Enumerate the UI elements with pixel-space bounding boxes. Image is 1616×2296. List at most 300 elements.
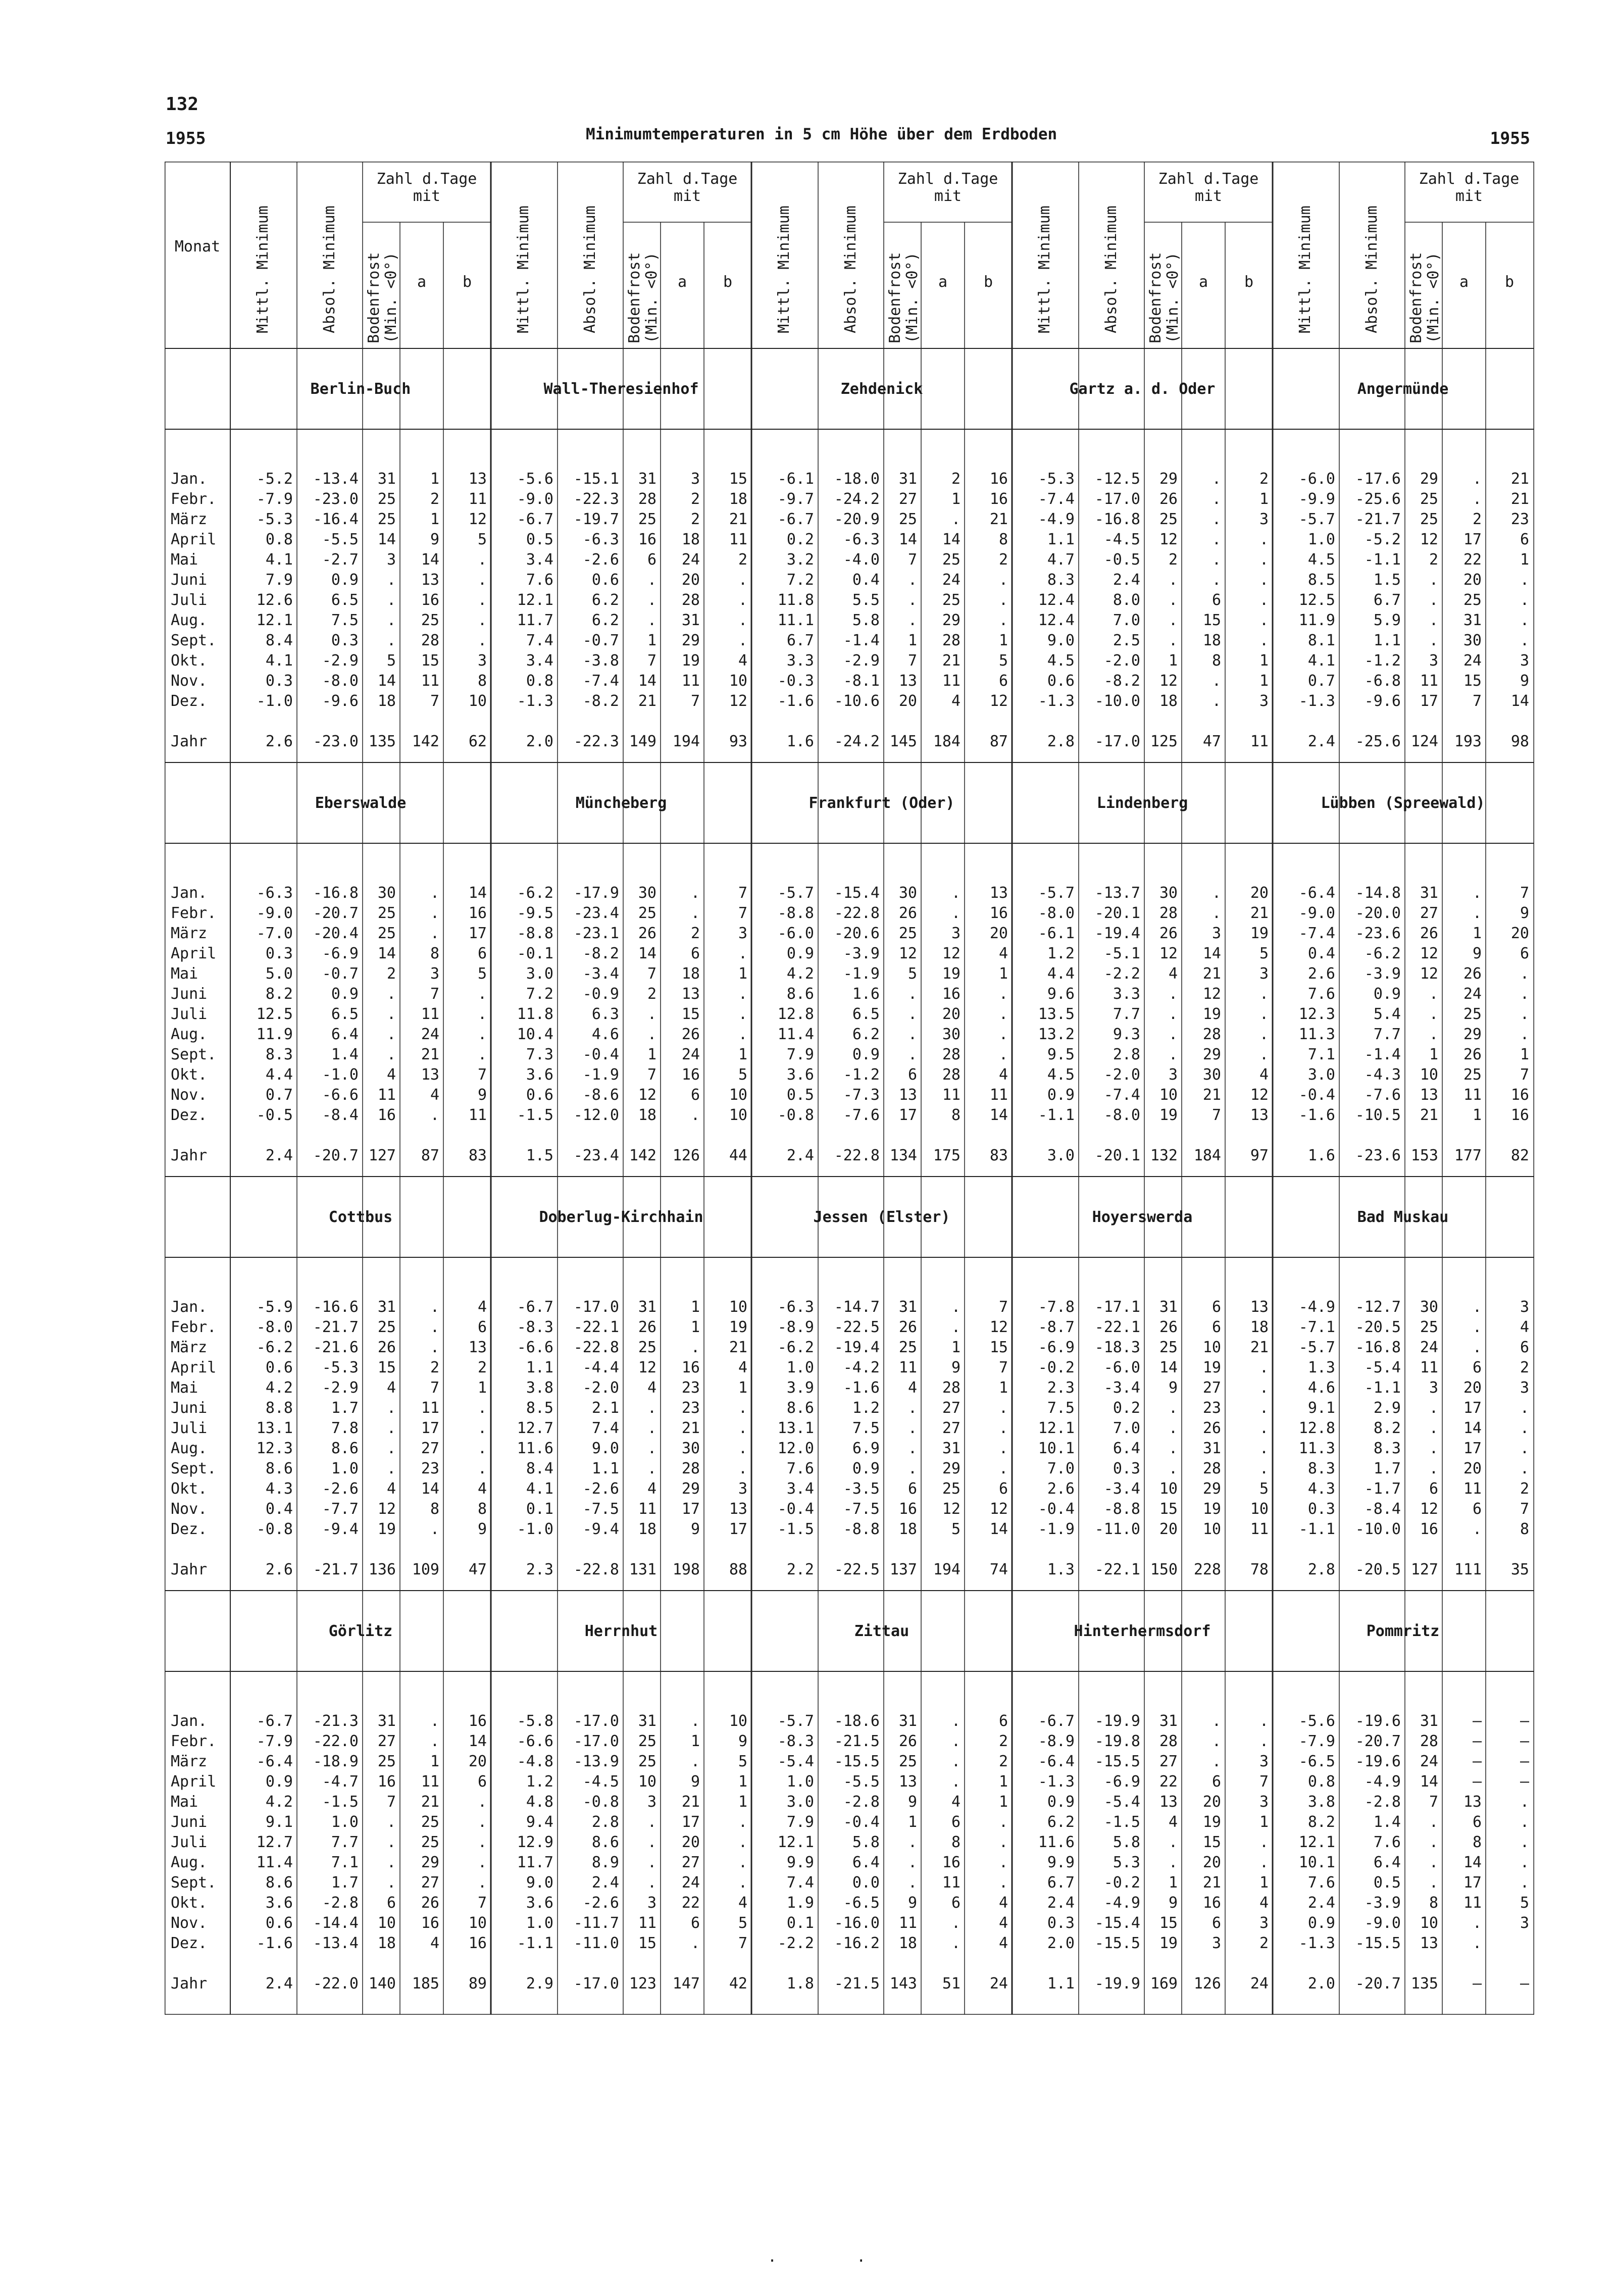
table-cell: 11.6 — [517, 1440, 553, 1457]
table-cell: 10.1 — [1298, 1854, 1335, 1871]
station-name: Wall-Theresienhof — [543, 380, 699, 398]
table-cell: . — [998, 1005, 1008, 1023]
table-cell: 1 — [1168, 652, 1178, 670]
table-cell: . — [738, 1854, 747, 1871]
table-cell: 6.3 — [591, 1005, 619, 1023]
table-cell: . — [690, 904, 700, 922]
table-cell: -0.2 — [1038, 1359, 1075, 1376]
table-cell: 4.1 — [265, 551, 293, 569]
table-cell: 1 — [951, 1339, 961, 1356]
table-cell: 12.1 — [256, 611, 293, 629]
month-label: Okt. — [171, 1894, 208, 1912]
table-cell: 6.7 — [786, 632, 814, 649]
table-cell: -6.4 — [1038, 1753, 1075, 1770]
table-cell: -7.4 — [582, 672, 619, 690]
table-cell: . — [647, 1026, 656, 1043]
table-cell: . — [1211, 551, 1221, 569]
table-cell: 23 — [421, 1460, 439, 1477]
table-cell: 4.5 — [1047, 652, 1075, 670]
table-cell: -5.1 — [1103, 945, 1140, 962]
header-bodenfrost-sublabel: (Min. <0°) — [382, 252, 400, 343]
header-zahl-der-tage — [1144, 171, 1273, 205]
table-cell: 10 — [377, 1914, 396, 1932]
table-cell: 0.6 — [591, 571, 619, 589]
table-cell: -19.4 — [1094, 925, 1140, 942]
table-cell: 2.0 — [526, 733, 553, 750]
table-cell: 4.3 — [1307, 1480, 1335, 1498]
table-cell: -2.6 — [582, 1894, 619, 1912]
table-cell: 13.1 — [777, 1419, 814, 1437]
table-cell: 3 — [1211, 925, 1221, 942]
table-cell: -8.3 — [517, 1318, 553, 1336]
table-cell: -3.9 — [1364, 965, 1401, 983]
table-cell: 21 — [421, 1046, 439, 1063]
table-cell: 4 — [477, 1480, 487, 1498]
table-cell: 140 — [368, 1975, 396, 1993]
table-cell: 2.6 — [1307, 965, 1335, 983]
table-cell: 0.9 — [1373, 985, 1401, 1003]
table-cell: 10 — [1202, 1520, 1221, 1538]
table-cell: -5.7 — [1038, 884, 1075, 902]
station-name: Hinterhermsdorf — [1074, 1622, 1211, 1640]
table-cell: -3.4 — [582, 965, 619, 983]
table-cell: 8.1 — [1307, 632, 1335, 649]
table-cell: -2.7 — [322, 551, 359, 569]
table-cell: 5 — [738, 1914, 747, 1932]
table-cell: 8.6 — [331, 1440, 359, 1457]
table-cell: . — [1259, 591, 1269, 609]
table-cell: 2.8 — [591, 1813, 619, 1831]
table-cell: 5 — [998, 652, 1008, 670]
table-cell: 1 — [1168, 1874, 1178, 1892]
table-cell: 25 — [1463, 591, 1482, 609]
table-cell: 8.6 — [786, 985, 814, 1003]
table-cell: 1.1 — [526, 1359, 553, 1376]
table-cell: -23.4 — [573, 1147, 619, 1164]
table-cell: 5 — [1259, 945, 1269, 962]
table-cell: . — [1429, 611, 1438, 629]
table-cell: -7.3 — [843, 1086, 880, 1104]
table-cell: 31 — [1159, 1712, 1178, 1730]
table-cell: 11 — [942, 1874, 961, 1892]
table-cell: 20 — [1202, 1793, 1221, 1811]
table-cell: 13 — [989, 884, 1008, 902]
table-cell: 4.8 — [526, 1793, 553, 1811]
table-cell: 1.5 — [526, 1147, 553, 1164]
table-cell: 20 — [1202, 1854, 1221, 1871]
table-cell: . — [477, 632, 487, 649]
table-cell: -15.4 — [834, 884, 880, 902]
table-cell: 9 — [1520, 904, 1529, 922]
table-cell: 17 — [681, 1500, 700, 1518]
table-cell: 11 — [377, 1086, 396, 1104]
table-cell: 9.9 — [1047, 1854, 1075, 1871]
table-cell: 145 — [889, 733, 917, 750]
table-cell: . — [1472, 1339, 1482, 1356]
table-cell: . — [1520, 1833, 1529, 1851]
table-cell: -5.6 — [517, 470, 553, 488]
table-cell: 27 — [377, 1732, 396, 1750]
table-cell: 3 — [477, 652, 487, 670]
table-cell: 25 — [1420, 1318, 1438, 1336]
table-cell: -16.0 — [834, 1914, 880, 1932]
table-cell: -20.7 — [1355, 1975, 1401, 1993]
table-cell: . — [1520, 1793, 1529, 1811]
table-cell: -2.6 — [322, 1480, 359, 1498]
table-cell: -6.0 — [1103, 1359, 1140, 1376]
table-cell: -20.7 — [1355, 1732, 1401, 1750]
table-cell: . — [998, 1419, 1008, 1437]
table-cell: 9 — [907, 1793, 917, 1811]
table-cell: 6 — [998, 1480, 1008, 1498]
table-cell: 14 — [377, 672, 396, 690]
table-cell: -2.8 — [1364, 1793, 1401, 1811]
table-cell: 4.5 — [1307, 551, 1335, 569]
table-cell: . — [738, 611, 747, 629]
table-cell: . — [477, 1833, 487, 1851]
table-cell: 24 — [681, 1046, 700, 1063]
header-bodenfrost-label: Bodenfrost — [1147, 252, 1165, 343]
table-cell: . — [1168, 1026, 1178, 1043]
table-cell: 12 — [1420, 945, 1438, 962]
table-cell: -6.9 — [1038, 1339, 1075, 1356]
table-cell: 142 — [629, 1147, 656, 1164]
header-bodenfrost-sublabel: (Min. <0°) — [1164, 252, 1182, 343]
table-cell: -9.6 — [1364, 692, 1401, 710]
table-cell: . — [738, 1005, 747, 1023]
table-cell: 26 — [638, 925, 656, 942]
table-cell: -24.2 — [834, 733, 880, 750]
table-cell: . — [907, 1046, 917, 1063]
table-cell: 9.0 — [591, 1440, 619, 1457]
table-cell: -6.9 — [1103, 1773, 1140, 1791]
table-cell: -15.5 — [834, 1753, 880, 1770]
table-cell: . — [690, 1339, 700, 1356]
table-cell: 21 — [1510, 470, 1529, 488]
table-cell: 5.0 — [265, 965, 293, 983]
table-cell: . — [1259, 1833, 1269, 1851]
table-cell: 0.3 — [265, 672, 293, 690]
table-cell: 24 — [942, 571, 961, 589]
table-cell: 5 — [951, 1520, 961, 1538]
table-cell: -7.6 — [843, 1106, 880, 1124]
table-cell: 30 — [898, 884, 917, 902]
table-cell: 8.6 — [265, 1874, 293, 1892]
table-cell: 7 — [738, 904, 747, 922]
table-cell: 0.9 — [265, 1773, 293, 1791]
table-cell: 10.4 — [517, 1026, 553, 1043]
table-cell: . — [1211, 672, 1221, 690]
table-cell: -6.5 — [1298, 1753, 1335, 1770]
table-cell: 7.1 — [1307, 1046, 1335, 1063]
table-cell: 9 — [738, 1732, 747, 1750]
station-name: Görlitz — [328, 1622, 393, 1640]
table-cell: 8.4 — [265, 632, 293, 649]
table-cell: . — [1259, 1419, 1269, 1437]
table-cell: 9.0 — [1047, 632, 1075, 649]
table-cell: 11 — [942, 672, 961, 690]
table-cell: -4.7 — [322, 1773, 359, 1791]
table-cell: 29 — [1159, 470, 1178, 488]
table-cell: . — [1520, 1460, 1529, 1477]
table-cell: 149 — [629, 733, 656, 750]
month-label: Dez. — [171, 692, 208, 710]
table-cell: . — [386, 985, 396, 1003]
table-cell: -5.9 — [256, 1298, 293, 1316]
table-cell: 143 — [889, 1975, 917, 1993]
table-cell: -12.0 — [573, 1106, 619, 1124]
table-cell: 2.2 — [786, 1561, 814, 1578]
table-cell: -5.7 — [777, 1712, 814, 1730]
table-cell: -1.0 — [256, 692, 293, 710]
table-cell: 14 — [468, 1732, 487, 1750]
table-cell: -22.5 — [834, 1561, 880, 1578]
table-cell: 7.5 — [331, 611, 359, 629]
table-cell: . — [907, 1419, 917, 1437]
table-cell: -1.4 — [1364, 1046, 1401, 1063]
table-cell: . — [1168, 571, 1178, 589]
table-cell: . — [951, 1732, 961, 1750]
table-cell: 25 — [421, 611, 439, 629]
table-cell: 83 — [468, 1147, 487, 1164]
table-cell: 14 — [638, 672, 656, 690]
table-cell: . — [1211, 692, 1221, 710]
table-cell: 185 — [412, 1975, 439, 1993]
table-cell: 7.9 — [265, 571, 293, 589]
table-cell: 4.6 — [1307, 1379, 1335, 1397]
table-cell: 12.1 — [1298, 1833, 1335, 1851]
table-cell: 1.7 — [331, 1874, 359, 1892]
table-cell: . — [386, 1833, 396, 1851]
table-cell: . — [690, 1934, 700, 1952]
table-cell: 19 — [942, 965, 961, 983]
table-cell: – — [1472, 1732, 1482, 1750]
table-cell: 16 — [468, 1934, 487, 1952]
table-cell: 20 — [942, 1005, 961, 1023]
table-cell: 126 — [672, 1147, 700, 1164]
table-cell: -5.7 — [1298, 1339, 1335, 1356]
table-cell: . — [1520, 571, 1529, 589]
table-cell: 6 — [1520, 531, 1529, 548]
table-cell: 0.3 — [265, 945, 293, 962]
table-cell: 14 — [989, 1106, 1008, 1124]
table-cell: 11.4 — [777, 1026, 814, 1043]
table-cell: -1.0 — [517, 1520, 553, 1538]
table-cell: -8.0 — [322, 672, 359, 690]
table-cell: 23 — [681, 1379, 700, 1397]
table-cell: . — [1168, 1005, 1178, 1023]
table-cell: -6.6 — [517, 1732, 553, 1750]
table-cell: 26 — [1202, 1419, 1221, 1437]
table-cell: 3.4 — [526, 551, 553, 569]
table-cell: 11 — [1420, 672, 1438, 690]
table-cell: -18.9 — [313, 1753, 359, 1770]
table-cell: 1 — [1520, 1046, 1529, 1063]
table-cell: 3.0 — [1047, 1147, 1075, 1164]
station-name: Berlin-Buch — [310, 380, 411, 398]
month-label: Mai — [171, 1379, 198, 1397]
station-name: Pommritz — [1366, 1622, 1440, 1640]
table-cell: 0.5 — [1373, 1874, 1401, 1892]
table-cell: 25 — [898, 925, 917, 942]
table-cell: 28 — [942, 1066, 961, 1084]
table-cell: 5.8 — [1113, 1833, 1140, 1851]
table-cell: 15 — [377, 1359, 396, 1376]
table-cell: -1.3 — [517, 692, 553, 710]
table-cell: 15 — [1202, 611, 1221, 629]
table-cell: -6.1 — [1038, 925, 1075, 942]
table-cell: 5.9 — [1373, 611, 1401, 629]
table-cell: -1.6 — [256, 1934, 293, 1952]
table-cell: 6 — [386, 1894, 396, 1912]
table-cell: 2.3 — [1047, 1379, 1075, 1397]
table-cell: 6 — [647, 551, 656, 569]
table-cell: 19 — [377, 1520, 396, 1538]
table-cell: 2 — [998, 551, 1008, 569]
table-cell: 11.3 — [1298, 1440, 1335, 1457]
table-cell: 12 — [377, 1500, 396, 1518]
table-cell: 19 — [1202, 1813, 1221, 1831]
table-cell: -11.7 — [573, 1914, 619, 1932]
table-cell: 12.4 — [1038, 591, 1075, 609]
table-cell: 1 — [430, 511, 439, 528]
table-cell: -19.9 — [1094, 1975, 1140, 1993]
table-cell: 4 — [998, 1066, 1008, 1084]
jahr-label: Jahr — [171, 1975, 208, 1993]
table-cell: 1.1 — [591, 1460, 619, 1477]
table-cell: -17.0 — [1094, 733, 1140, 750]
table-cell: 15 — [729, 470, 747, 488]
month-label: Juni — [171, 571, 208, 589]
table-cell: 1 — [738, 1773, 747, 1791]
table-cell: 3 — [1520, 1298, 1529, 1316]
table-cell: 29 — [681, 1480, 700, 1498]
table-cell: 0.4 — [852, 571, 880, 589]
header-col-b: b — [1504, 273, 1514, 291]
table-cell: 18 — [681, 965, 700, 983]
table-cell: 2.6 — [265, 733, 293, 750]
table-cell: 23 — [1202, 1399, 1221, 1417]
table-cell: -6.7 — [517, 511, 553, 528]
table-cell: 4 — [738, 1359, 747, 1376]
table-cell: 31 — [638, 470, 656, 488]
table-cell: 6 — [1472, 1500, 1482, 1518]
table-cell: -7.6 — [1364, 1086, 1401, 1104]
table-cell: 31 — [1463, 611, 1482, 629]
table-cell: 1 — [1472, 925, 1482, 942]
table-cell: . — [951, 1298, 961, 1316]
table-cell: 10 — [729, 1106, 747, 1124]
table-cell: 2 — [1520, 1480, 1529, 1498]
table-cell: 7.7 — [331, 1833, 359, 1851]
table-cell: . — [1429, 1005, 1438, 1023]
table-cell: 7 — [1429, 1793, 1438, 1811]
table-cell: . — [951, 1318, 961, 1336]
table-cell: -1.9 — [582, 1066, 619, 1084]
table-cell: 11 — [898, 1359, 917, 1376]
table-cell: . — [951, 1914, 961, 1932]
table-cell: -19.6 — [1355, 1712, 1401, 1730]
table-cell: -21.5 — [834, 1975, 880, 1993]
month-label: Febr. — [171, 1318, 217, 1336]
table-cell: 10 — [1420, 1914, 1438, 1932]
header-bodenfrost — [1147, 227, 1182, 343]
table-cell: 1.0 — [331, 1813, 359, 1831]
table-cell: 7.2 — [526, 985, 553, 1003]
table-cell: -17.0 — [573, 1975, 619, 1993]
table-cell: -7.4 — [1038, 490, 1075, 508]
table-cell: 9 — [1168, 1379, 1178, 1397]
table-cell: -7.5 — [843, 1500, 880, 1518]
table-cell: 2.4 — [786, 1147, 814, 1164]
table-cell: . — [951, 1712, 961, 1730]
table-cell: 2 — [690, 511, 700, 528]
table-cell: 7 — [647, 1066, 656, 1084]
table-cell: -0.9 — [582, 985, 619, 1003]
table-cell: 27 — [421, 1440, 439, 1457]
table-cell: 12 — [942, 945, 961, 962]
table-cell: 6 — [690, 1914, 700, 1932]
table-cell: -2.9 — [322, 652, 359, 670]
table-cell: 123 — [629, 1975, 656, 1993]
table-cell: 7.5 — [1047, 1399, 1075, 1417]
table-cell: 1 — [647, 632, 656, 649]
table-cell: 2.4 — [1113, 571, 1140, 589]
table-cell: 13 — [1420, 1086, 1438, 1104]
table-cell: 25 — [1420, 490, 1438, 508]
table-cell: 6 — [1520, 1339, 1529, 1356]
table-cell: 4.5 — [1047, 1066, 1075, 1084]
month-label: Nov. — [171, 672, 208, 690]
table-cell: 26 — [681, 1026, 700, 1043]
table-cell: 6.9 — [852, 1440, 880, 1457]
table-cell: -13.7 — [1094, 884, 1140, 902]
table-cell: 21 — [1250, 904, 1269, 922]
table-cell: 2.6 — [1047, 1480, 1075, 1498]
table-cell: -23.1 — [573, 925, 619, 942]
table-cell: . — [477, 1440, 487, 1457]
table-cell: 4 — [1168, 965, 1178, 983]
table-cell: 25 — [942, 591, 961, 609]
table-cell: 13 — [898, 1773, 917, 1791]
table-cell: 0.3 — [331, 632, 359, 649]
month-label: Dez. — [171, 1520, 208, 1538]
table-cell: 11 — [681, 672, 700, 690]
table-cell: 31 — [898, 470, 917, 488]
station-name: Zittau — [854, 1622, 910, 1640]
table-cell: 1.3 — [1047, 1561, 1075, 1578]
table-cell: . — [738, 1026, 747, 1043]
table-cell: -16.4 — [313, 511, 359, 528]
table-cell: 1 — [1472, 1106, 1482, 1124]
table-cell: 7.5 — [852, 1419, 880, 1437]
station-name: Angermünde — [1357, 380, 1449, 398]
table-cell: 2.6 — [265, 1561, 293, 1578]
month-label: Juli — [171, 591, 208, 609]
table-cell: -7.9 — [256, 1732, 293, 1750]
table-cell: -8.6 — [582, 1086, 619, 1104]
table-cell: . — [907, 591, 917, 609]
table-cell: . — [907, 1399, 917, 1417]
table-cell: 5 — [477, 531, 487, 548]
table-cell: 1 — [1429, 1046, 1438, 1063]
month-label: Sept. — [171, 1046, 217, 1063]
table-cell: 15 — [989, 1339, 1008, 1356]
table-cell: 15 — [681, 1005, 700, 1023]
table-cell: 9 — [690, 1520, 700, 1538]
table-cell: 31 — [1202, 1440, 1221, 1457]
table-cell: 16 — [681, 1359, 700, 1376]
